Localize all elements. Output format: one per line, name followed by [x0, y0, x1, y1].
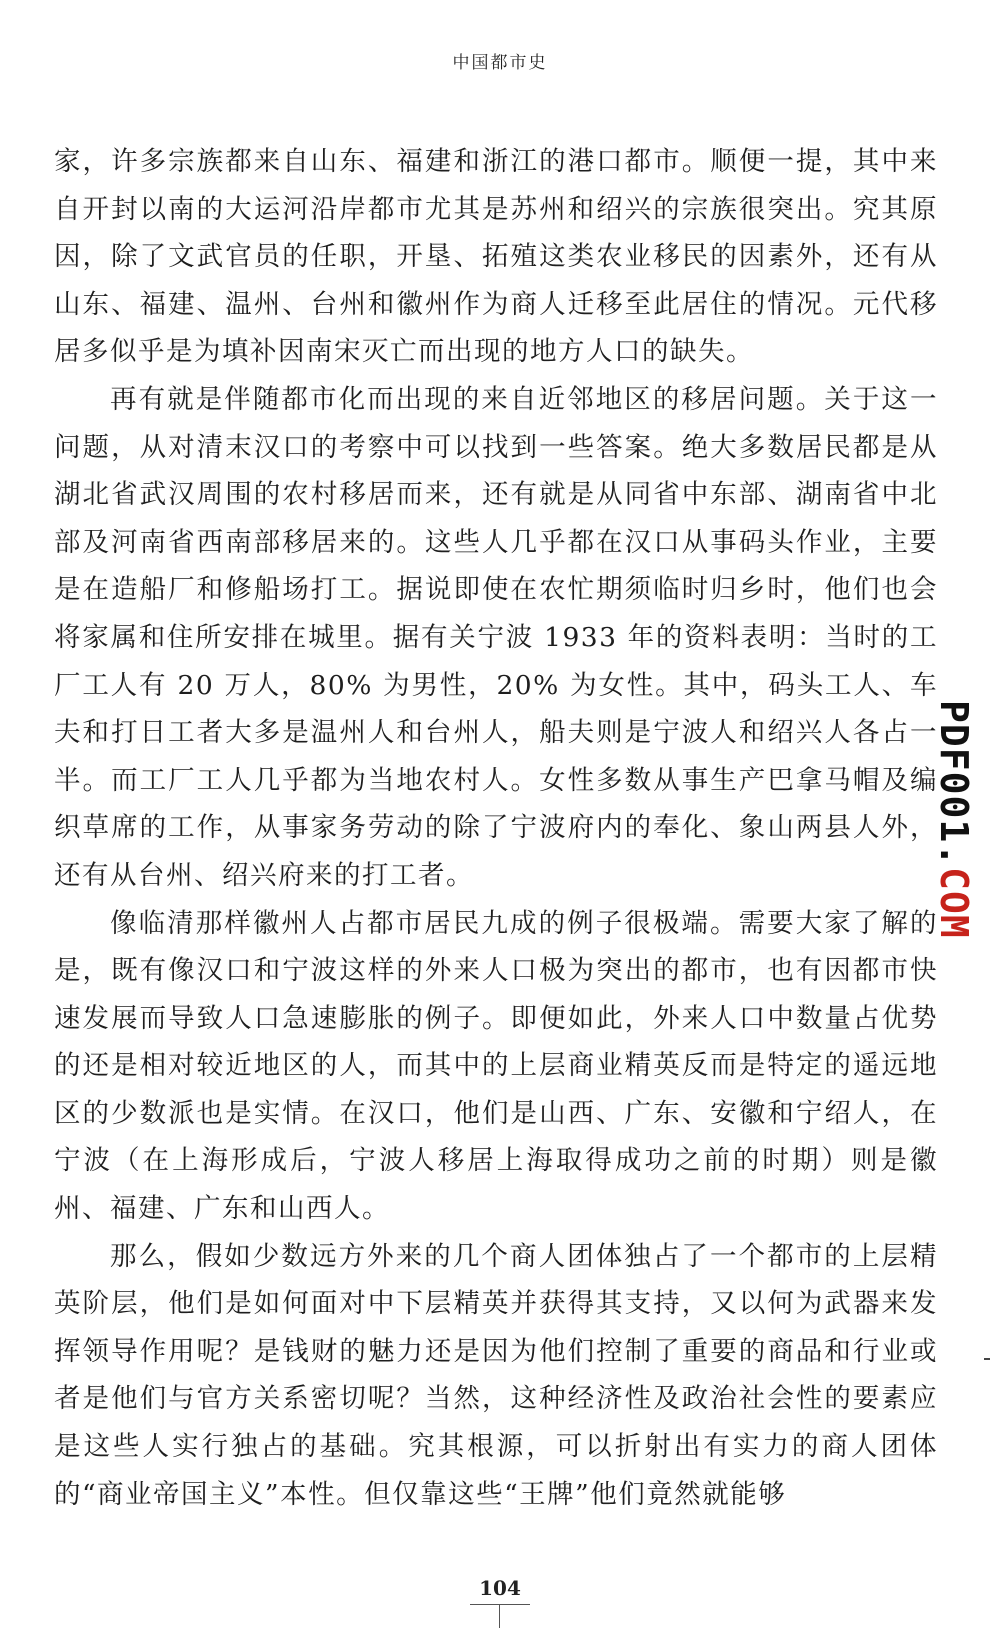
- paragraph: 再有就是伴随都市化而出现的来自近邻地区的移居问题。关于这一问题，从对清末汉口的考察中可以找到一些答案。绝大多数居民都是从湖北省武汉周围的农村移居而来，还有就是从同省中东部、湖南省中北部及河南省西南部移居来的。这些人几乎都在汉口从事码头作业，主要是在造船厂和修船场打工。据说即使在农忙期须临时归乡时，他们也会将家属和住所安排在城里。据有关宁波 1933 年的资料表明：当时的工厂工人有 20 万人，80% 为男性，20% 为女性。其中，码头工人、车夫和打日工者大多是温州人和台州人，船夫则是宁波人和绍兴人各占一半。而工厂工人几乎都为当地农村人。女性多数从事生产巴拿马帽及编织草席的工作，从事家务劳动的除了宁波府内的奉化、象山两县人外，还有从台州、绍兴府来的打工者。: [54, 383, 938, 891]
- footer-rule: [470, 1604, 530, 1605]
- body-text: [54, 138, 938, 1518]
- watermark: [932, 700, 976, 939]
- watermark-text-accent: COM: [932, 867, 976, 939]
- paragraph: 像临清那样徽州人占都市居民九成的例子很极端。需要大家了解的是，既有像汉口和宁波这样的外来人口极为突出的都市，也有因都市快速发展而导致人口急速膨胀的例子。即便如此，外来人口中数量占优势的还是相对较近地区的人，而其中的上层商业精英反而是特定的遥远地区的少数派也是实情。在汉口，他们是山西、广东、安徽和宁绍人，在宁波（在上海形成后，宁波人移居上海取得成功之前的时期）则是徽州、福建、广东和山西人。: [54, 907, 938, 1225]
- paragraph: 那么，假如少数远方外来的几个商人团体独占了一个都市的上层精英阶层，他们是如何面对中下层精英并获得其支持，又以何为武器来发挥领导作用呢？是钱财的魅力还是因为他们控制了重要的商品和行业或者是他们与官方关系密切呢？当然，这种经济性及政治社会性的要素应是这些人实行独占的基础。究其根源，可以折射出有实力的商人团体的“商业帝国主义”本性。但仅靠这些“王牌”他们竟然就能够: [54, 1240, 938, 1510]
- running-title: 中国都市史: [452, 53, 548, 73]
- watermark-text-main: PDF001.: [932, 700, 976, 868]
- page-number: 104: [479, 1576, 521, 1600]
- paragraph-continued: 家，许多宗族都来自山东、福建和浙江的港口都市。顺便一提，其中来自开封以南的大运河沿岸都市尤其是苏州和绍兴的宗族很突出。究其原因，除了文武官员的任职，开垦、拓殖这类农业移民的因素外，还有从山东、福建、温州、台州和徽州作为商人迁移至此居住的情况。元代移居多似乎是为填补因南宋灭亡而出现的地方人口的缺失。: [54, 146, 938, 368]
- footer-tick: [499, 1604, 500, 1628]
- scan-speck: [984, 1358, 990, 1360]
